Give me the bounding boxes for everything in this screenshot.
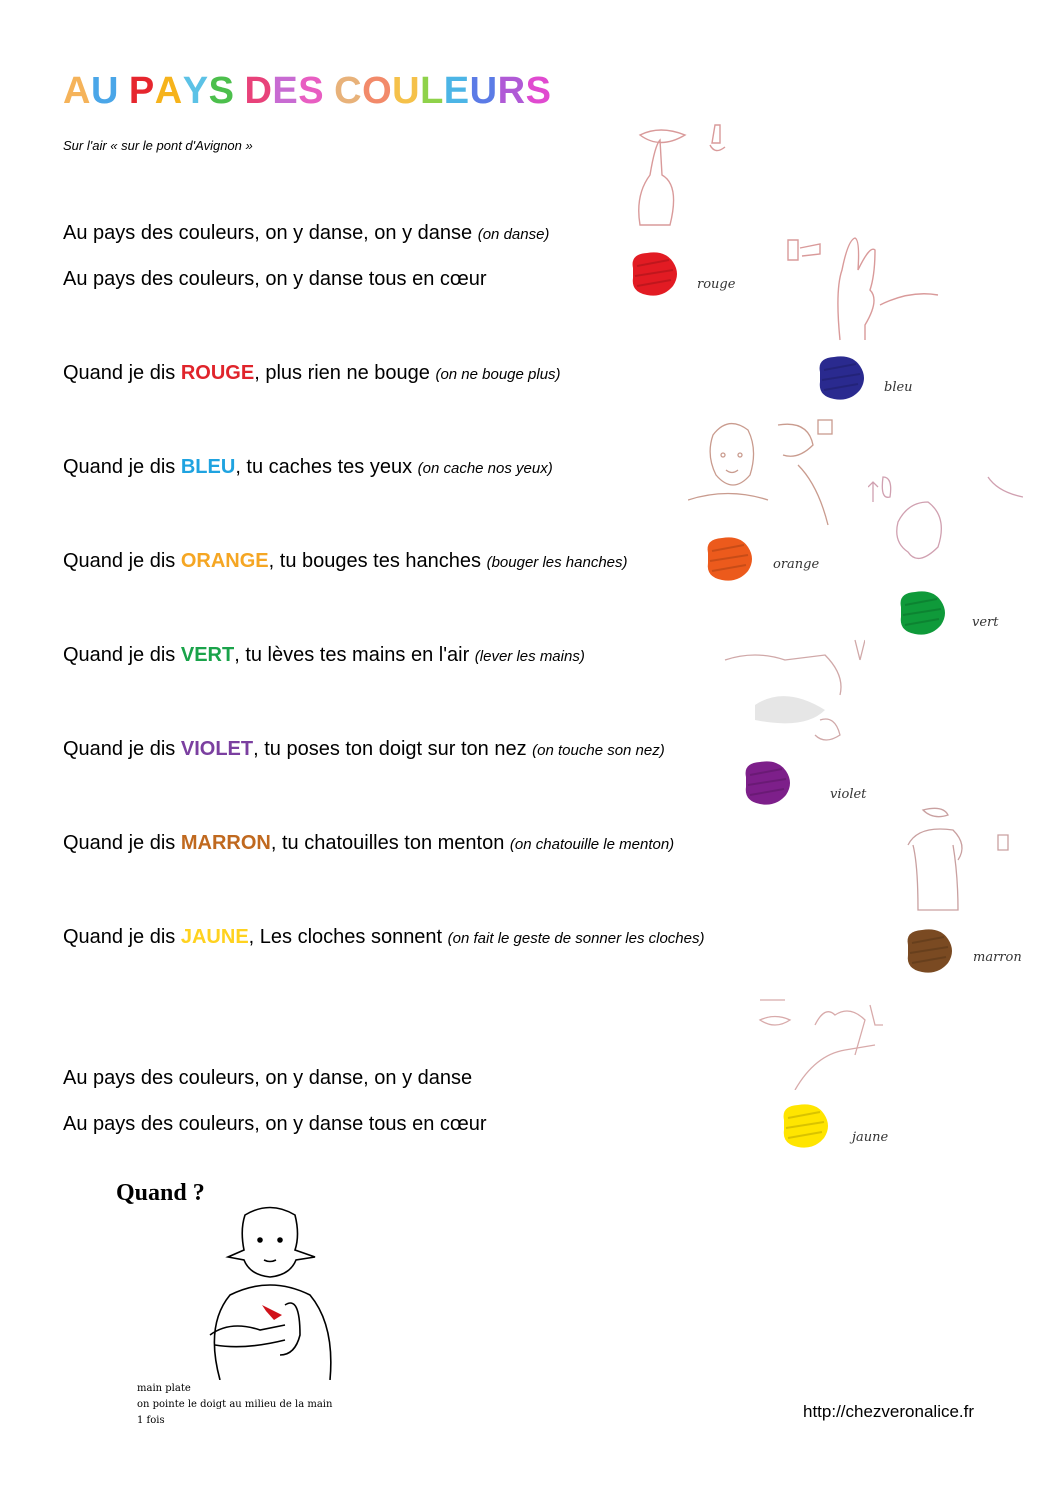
verse-line (63, 926, 704, 949)
title-letter: S (525, 70, 552, 112)
verse-text: , Les cloches sonnent (248, 926, 448, 948)
footer-url[interactable]: http://chezveronalice.fr (803, 1402, 975, 1421)
title-letter: Y (182, 70, 209, 112)
color-swatch-rouge (625, 248, 683, 302)
color-keyword: ORANGE (180, 550, 269, 572)
color-keyword: MARRON (180, 832, 271, 854)
swatch-label-marron: marron (973, 950, 1022, 965)
color-keyword: VERT (180, 644, 235, 666)
quand-caption-line: 1 fois (137, 1415, 165, 1426)
chorus2-line2 (63, 1113, 487, 1136)
verse-line (63, 550, 628, 573)
color-swatch-marron (900, 925, 958, 979)
verse-note: (on touche son nez) (532, 742, 665, 759)
verse-text: , tu poses ton doigt sur ton nez (253, 738, 533, 760)
title-letter: S (298, 70, 325, 112)
swatch-label-rouge: rouge (697, 277, 736, 292)
color-swatch-orange (700, 533, 758, 587)
verse-note: (bouger les hanches) (486, 554, 628, 571)
title-letter (324, 70, 334, 113)
verse-prefix: Quand je dis (63, 644, 181, 666)
verse-text: , tu lèves tes mains en l'air (234, 644, 475, 666)
color-keyword: VIOLET (180, 738, 254, 760)
chorus-text: Au pays des couleurs, on y danse tous en cœur (63, 268, 487, 290)
quand-caption-line: on pointe le doigt au milieu de la main (137, 1399, 333, 1410)
title-letter: D (244, 70, 273, 112)
chorus2-line1 (63, 1067, 472, 1090)
chorus-text: Au pays des couleurs, on y danse tous en cœur (63, 1113, 487, 1135)
verse-line (63, 832, 674, 855)
quand-caption (137, 1381, 332, 1429)
chorus1-line1 (63, 222, 549, 245)
verse-text: , tu chatouilles ton menton (270, 832, 510, 854)
color-keyword: JAUNE (180, 926, 249, 948)
title-letter: O (362, 70, 393, 112)
title-letter: C (334, 70, 363, 112)
color-swatch-bleu (812, 352, 870, 406)
verse-note: (on cache nos yeux) (417, 460, 553, 477)
page-title (63, 70, 551, 113)
verse-note: (on chatouille le menton) (509, 836, 675, 853)
title-letter: L (420, 70, 444, 112)
swatch-label-orange: orange (773, 557, 820, 572)
swatch-label-jaune: jaune (852, 1130, 889, 1145)
chorus1-line2 (63, 268, 487, 291)
color-swatch-jaune (776, 1100, 834, 1154)
color-keyword: ROUGE (180, 362, 255, 384)
verse-prefix: Quand je dis (63, 456, 181, 478)
chorus-note: (on danse) (477, 226, 550, 243)
color-swatch-vert (893, 587, 951, 641)
subtitle: Sur l'air « sur le pont d'Avignon » (63, 138, 253, 153)
title-letter: A (63, 70, 91, 112)
sign-rouge-illustration (780, 230, 940, 345)
sign-orange-illustration (868, 472, 1023, 582)
quand-sign-illustration (200, 1205, 340, 1380)
swatch-label-vert: vert (972, 615, 999, 630)
verse-prefix: Quand je dis (63, 362, 181, 384)
verse-text: , tu caches tes yeux (235, 456, 418, 478)
chorus-text: Au pays des couleurs, on y danse, on y danse (63, 222, 473, 244)
title-letter: P (128, 70, 155, 112)
swatch-label-violet: violet (830, 787, 867, 802)
title-letter: R (497, 70, 526, 112)
title-letter (119, 70, 129, 113)
title-letter: U (469, 70, 498, 112)
sign-danse-illustration (630, 115, 750, 235)
verse-line (63, 644, 585, 667)
verse-prefix: Quand je dis (63, 926, 181, 948)
swatch-label-bleu: bleu (884, 380, 913, 395)
title-letter: A (154, 70, 183, 112)
chorus-text: Au pays des couleurs, on y danse, on y danse (63, 1067, 473, 1089)
sign-bleu-illustration (688, 415, 838, 530)
color-keyword: BLEU (180, 456, 236, 478)
title-letter: E (272, 70, 299, 112)
title-letter: S (208, 70, 235, 112)
title-letter: U (90, 70, 119, 112)
sign-marron-illustration (755, 995, 885, 1090)
title-letter: E (443, 70, 470, 112)
verse-note: (lever les mains) (474, 648, 585, 665)
verse-prefix: Quand je dis (63, 832, 181, 854)
verse-prefix: Quand je dis (63, 738, 181, 760)
quand-label: Quand ? (116, 1180, 205, 1206)
verse-note: (on fait le geste de sonner les cloches) (447, 930, 705, 947)
color-swatch-violet (738, 757, 796, 811)
verse-text: , tu bouges tes hanches (268, 550, 487, 572)
verse-line (63, 738, 665, 761)
verse-prefix: Quand je dis (63, 550, 181, 572)
verse-text: , plus rien ne bouge (254, 362, 436, 384)
title-letter (234, 70, 244, 113)
verse-line (63, 362, 561, 385)
title-letter: U (392, 70, 421, 112)
sign-violet-illustration (898, 805, 1028, 915)
quand-caption-line: main plate (137, 1383, 191, 1394)
verse-line (63, 456, 553, 479)
sign-vert-illustration (715, 635, 865, 745)
verse-note: (on ne bouge plus) (435, 366, 561, 383)
